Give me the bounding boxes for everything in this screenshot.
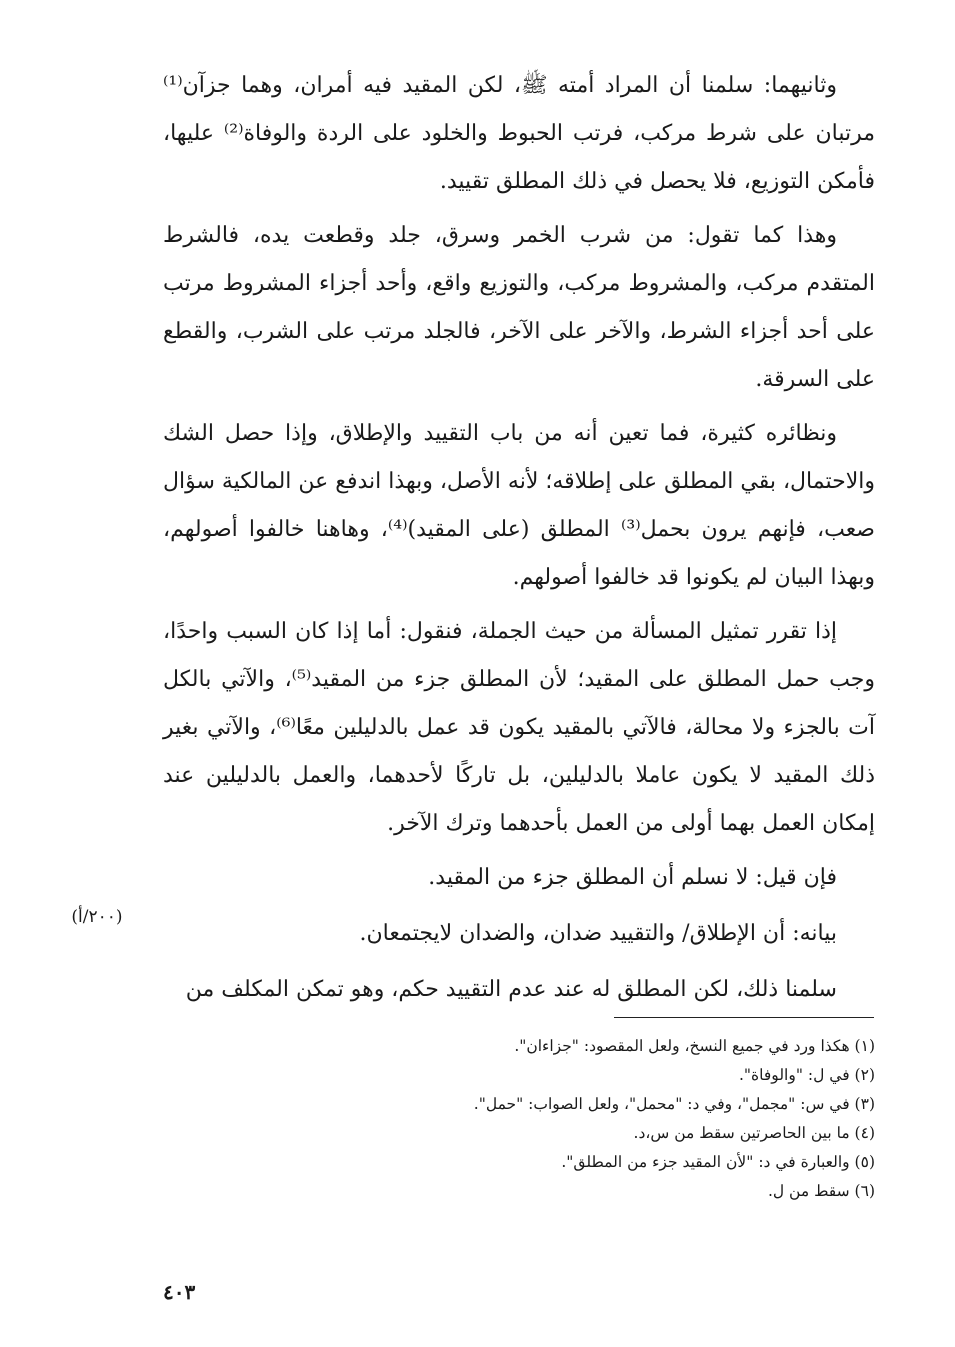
footnote-2: (٢) في ل: "والوفاة". (739, 1066, 875, 1084)
paragraph-4: إذا تقرر تمثيل المسألة من حيث الجملة، فنقول: أما إذا كان السبب واحدًا، وجب حمل المطلق على المقيد؛ لأن المطلق جزء من المقيد⁽⁵⁾، والآتي بالكل آت بالجزء ولا محالة، فالآتي بالمقيد يكون قد عمل بالدليلين معًا⁽⁶⁾، والآتي بغير ذلك المقيد لا يكون عاملا بالدليلين، بل تاركًا لأحدهما، والعمل بالدليلين عند إمكان العمل بهما أولى من العمل بأحدهما وترك الآخر. (163, 619, 875, 836)
paragraph-6: بيانه: أن الإطلاق/ والتقييد ضدان، والضدان لايجتمعان. (359, 921, 837, 946)
page-number: ٤٠٣ (163, 1280, 196, 1304)
footnote-1: (١) هكذا ورد في جميع النسخ، ولعل المقصود: "جزاءان". (514, 1037, 875, 1055)
paragraph-5: فإن قيل: لا نسلم أن المطلق جزء من المقيد. (428, 865, 837, 890)
paragraph-1: وثانيهما: سلمنا أن المراد أمته ﷺ، لكن المقيد فيه أمران، وهما جزآن⁽¹⁾ مرتبان على شرط مركب، فرتب الحبوط والخلود على الردة والوفاة⁽²⁾ عليها، فأمكن التوزيع، فلا يحصل في ذلك المطلق تقييد. (163, 73, 875, 194)
main-text (163, 62, 875, 1022)
paragraph-2: وهذا كما تقول: من شرب الخمر وسرق، جلد وقطعت يده، فالشرط المتقدم مركب، والمشروط مركب، والتوزيع واقع، وأحد أجزاء المشروط مرتب على أحد أجزاء الشرط، والآخر على الآخر، فالجلد مرتب على الشرب، والقطع على السرقة. (163, 223, 875, 392)
footnote-4: (٤) ما بين الحاصرتين سقط من س،د. (633, 1124, 875, 1142)
footnote-separator (614, 1017, 874, 1018)
paragraph-3: ونظائره كثيرة، فما تعين أنه من باب التقييد والإطلاق، وإذا حصل الشك والاحتمال، بقي المطلق على إطلاقه؛ لأنه الأصل، وبهذا اندفع عن المالكية سؤال صعب، فإنهم يرون بحمل⁽³⁾ المطلق (على المقيد)⁽⁴⁾، وهاهنا خالفوا أصولهم، وبهذا البيان لم يكونوا قد خالفوا أصولهم. (163, 421, 875, 590)
footnote-5: (٥) والعبارة في د: "لأن المقيد جزء من المطلق". (561, 1153, 875, 1171)
paragraph-7: سلمنا ذلك، لكن المطلق له عند عدم التقييد حكم، وهو تمكن المكلف من (185, 977, 837, 1002)
footnote-6: (٦) سقط من ل. (767, 1182, 875, 1200)
footnote-3: (٣) في س: "مجمل"، وفي د: "محمل"، ولعل الصواب: "حمل". (473, 1095, 875, 1113)
footnotes (300, 1032, 875, 1206)
manuscript-folio-reference: (٢٠٠/أ) (71, 907, 123, 927)
